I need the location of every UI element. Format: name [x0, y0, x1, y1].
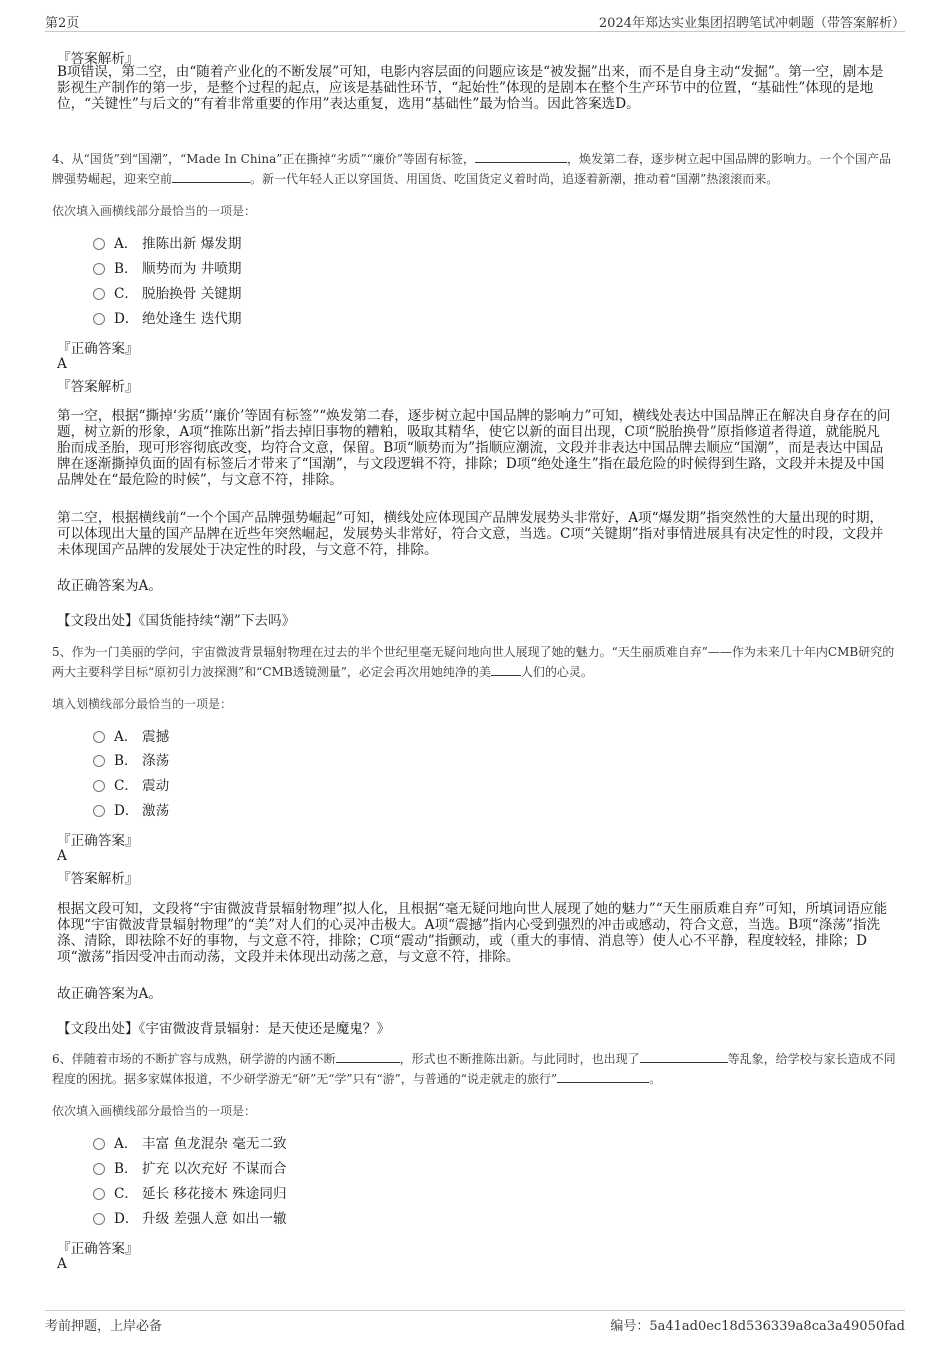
analysis-text: B项错误，第二空，由“随着产业化的不断发展”可知，电影内容层面的问题应该是“被发掘”出来，而不是自身主动“发掘”。第一空，剧本是影视生产制作的第一步，是整个过程的起点，应该是基础性环节，“起始性”体现的是剧本在整个生产环节中的位置，“基础性”体现的是地位，“关键性”与后文的“有着非常重要的作用”表达重复，选用“基础性”最为恰当。因此答案选D。 [57, 64, 884, 112]
question-6-option-a[interactable]: A． 丰富 鱼龙混杂 毫无二致 [93, 1135, 287, 1153]
question-6-stem: 6、伴随着市场的不断扩容与成熟，研学游的内涵不断 ，形式也不断推陈出新。与此同时，也出现了 等乱象，给学校与家长造成不同程度的困扰。据多家媒体报道，不少研学游无“研”无“学”只有“游”，与普通的“说走就走的旅行” 。 [52, 1052, 896, 1086]
radio-icon[interactable] [93, 1138, 105, 1150]
analysis-paragraph: 第一空，根据“撕掉‘劣质’‘廉价’等固有标签”“焕发第二春，逐步树立起中国品牌的影响力”可知，横线处表达中国品牌正在解决自身存在的问题，树立新的形象，A项“推陈出新”指去掉旧事物的糟粕，吸取其精华，使它以新的面目出现，C项“脱胎换骨”原指修道者得道，就能脱凡胎而成圣胎，现可形容彻底改变，均符合文意，保留。B项“顺势而为”指顺应潮流，文段并非表达中国品牌去顺应“国潮”，而是表达中国品牌在逐渐撕掉负面的固有标签后才带来了“国潮”，与文段逻辑不符，排除；D项“绝处逢生”指在最危险的时候得到生路，文段并未提及中国品牌处在“最危险的时候”，与文意不符，排除。 [57, 408, 891, 488]
question-6-hint: 依次填入画横线部分最恰当的一项是： [52, 1104, 257, 1118]
question-5-option-c[interactable]: C． 震动 [93, 777, 169, 795]
question-5-option-a[interactable]: A． 震撼 [93, 728, 169, 746]
radio-icon[interactable] [93, 238, 105, 250]
question-4-option-d[interactable]: D． 绝处逢生 迭代期 [93, 310, 241, 328]
question-5-option-d[interactable]: D． 激荡 [93, 802, 169, 820]
correct-answer: A [57, 356, 67, 372]
question-5-option-b[interactable]: B． 涤荡 [93, 752, 169, 770]
blank [172, 170, 250, 183]
correct-answer: A [57, 848, 67, 864]
page-number: 第2页 [45, 16, 80, 31]
question-6-option-d[interactable]: D． 升级 差强人意 如出一辙 [93, 1210, 287, 1228]
page-footer [45, 1310, 905, 1333]
correct-answer-tag: 『正确答案』 [57, 341, 139, 357]
question-5-stem: 5、作为一门美丽的学问，宇宙微波背景辐射物理在过去的半个世纪里毫无疑问地向世人展现了她的魅力。“天生丽质难自弃”——作为未来几十年内CMB研究的两大主要科学目标“原初引力波探测”和“CMB透镜测量”，必定会再次用她纯净的美 人们的心灵。 [52, 645, 895, 679]
question-4-option-b[interactable]: B． 顺势而为 井喷期 [93, 260, 241, 278]
analysis-tag: 『答案解析』 [57, 871, 139, 887]
conclusion: 故正确答案为A。 [57, 578, 162, 594]
correct-answer-tag: 『正确答案』 [57, 1241, 139, 1257]
radio-icon[interactable] [93, 1163, 105, 1175]
analysis-paragraph: 根据文段可知，文段将“宇宙微波背景辐射物理”拟人化，且根据“毫无疑问地向世人展现了她的魅力”“天生丽质难自弃”可知，所填词语应能体现“宇宙微波背景辐射物理”的“美”对人们的心灵冲击极大。A项“震撼”指内心受到强烈的冲击或感动，符合文意，当选。B项“涤荡”指洗涤、清除，即祛除不好的事物，与文意不符，排除；C项“震动”指颤动，或（重大的事情、消息等）使人心不平静，程度较轻，排除；D项“激荡”指因受冲击而动荡，文段并未体现出动荡之意，与文意不符，排除。 [57, 901, 888, 965]
blank [557, 1070, 649, 1083]
page-header [45, 9, 905, 32]
analysis-paragraph: 第二空，根据横线前“一个个国产品牌强势崛起”可知，横线处应体现国产品牌发展势头非常好，A项“爆发期”指突然性的大量出现的时期，可以体现出大量的国产品牌在近些年突然崛起，发展势头非常好，符合文意，当选。C项“关键期”指对事情进展具有决定性的时段，文段并未体现国产品牌的发展处于决定性的时段，与文意不符，排除。 [57, 510, 884, 558]
blank [640, 1050, 728, 1063]
source-citation: 【文段出处】《宇宙微波背景辐射：是天使还是魔鬼？》 [57, 1021, 391, 1037]
document-id: 编号：5a41ad0ec18d536339a8ca3a49050fad [610, 1319, 905, 1334]
correct-answer: A [57, 1256, 67, 1272]
radio-icon[interactable] [93, 805, 105, 817]
radio-icon[interactable] [93, 288, 105, 300]
radio-icon[interactable] [93, 313, 105, 325]
question-6-option-c[interactable]: C． 延长 移花接木 殊途同归 [93, 1185, 287, 1203]
blank [475, 150, 567, 163]
radio-icon[interactable] [93, 780, 105, 792]
blank [336, 1050, 400, 1063]
radio-icon[interactable] [93, 755, 105, 767]
correct-answer-tag: 『正确答案』 [57, 833, 139, 849]
footer-slogan: 考前押题，上岸必备 [45, 1319, 163, 1334]
question-4-option-c[interactable]: C． 脱胎换骨 关键期 [93, 285, 241, 303]
conclusion: 故正确答案为A。 [57, 986, 162, 1002]
analysis-tag: 『答案解析』 [57, 51, 139, 67]
question-5-hint: 填入划横线部分最恰当的一项是： [52, 697, 233, 711]
question-6-option-b[interactable]: B． 扩充 以次充好 不谋而合 [93, 1160, 287, 1178]
document-title: 2024年郑达实业集团招聘笔试冲刺题（带答案解析） [598, 16, 905, 31]
question-4-stem: 4、从“国货”到“国潮”，“Made In China”正在撕掉“劣质”“廉价”等固有标签， ，焕发第二春，逐步树立起中国品牌的影响力。一个个国产品牌强势崛起，迎来空前 。新一代年轻人正以穿国货、用国货、吃国货定义着时尚，追逐着新潮，推动着“国潮”热滚滚而来。 [52, 152, 891, 186]
analysis-tag: 『答案解析』 [57, 379, 139, 395]
question-4-option-a[interactable]: A． 推陈出新 爆发期 [93, 235, 241, 253]
radio-icon[interactable] [93, 1188, 105, 1200]
radio-icon[interactable] [93, 263, 105, 275]
radio-icon[interactable] [93, 1213, 105, 1225]
question-4-hint: 依次填入画横线部分最恰当的一项是： [52, 204, 257, 218]
source-citation: 【文段出处】《国货能持续“潮”下去吗》 [57, 613, 296, 629]
blank [491, 663, 521, 676]
radio-icon[interactable] [93, 731, 105, 743]
